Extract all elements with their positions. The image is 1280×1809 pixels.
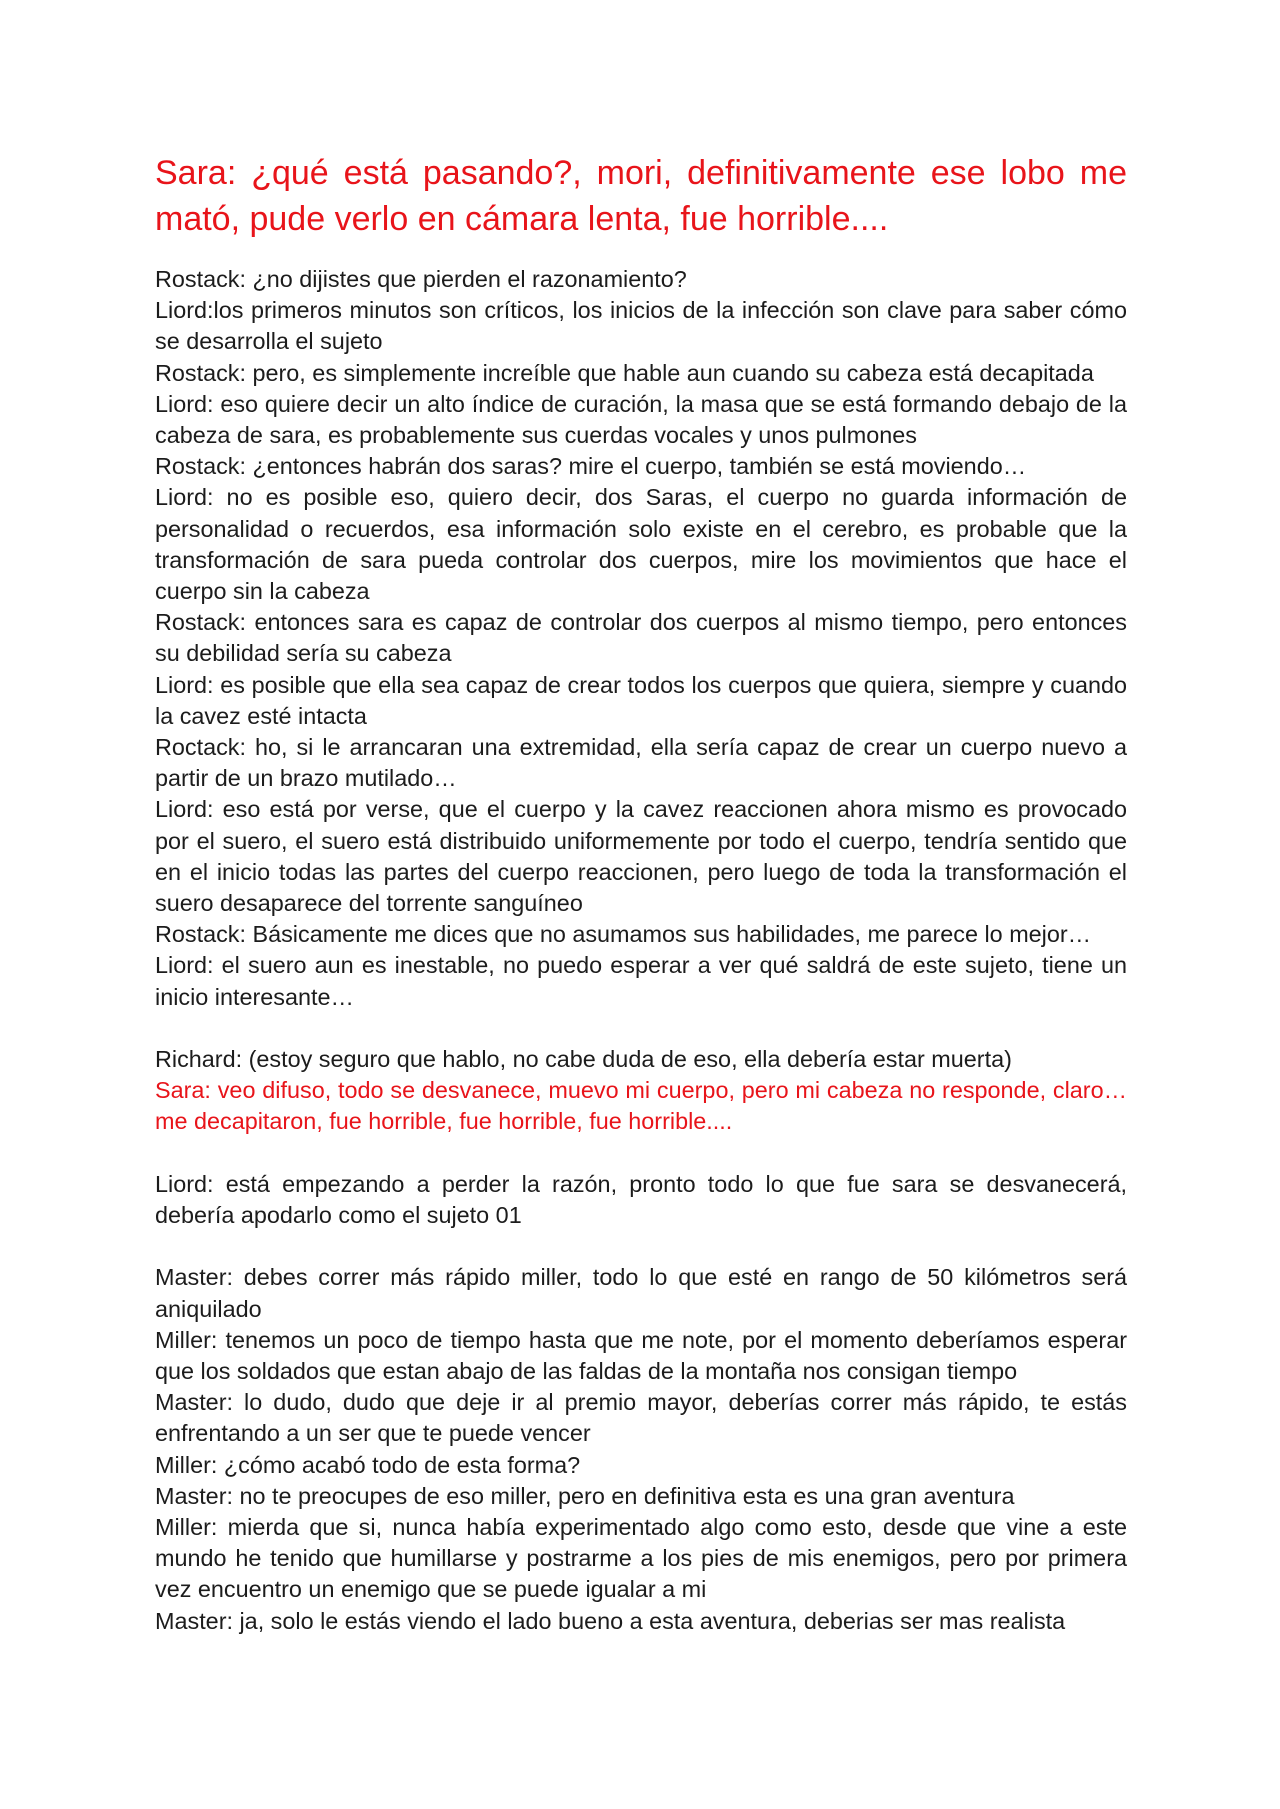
- paragraph-master-1: Master: debes correr más rápido miller, todo lo que esté en rango de 50 kilómetros será aniquilado: [155, 1264, 1127, 1322]
- paragraph-sara-2: Sara: veo difuso, todo se desvanece, muevo mi cuerpo, pero mi cabeza no responde, claro… me decapitaron, fue horrible, fue horrible, fue horrible....: [155, 1077, 1127, 1135]
- paragraph-liord-3: Liord: no es posible eso, quiero decir, dos Saras, el cuerpo no guarda información de personalidad o recuerdos, esa información solo existe en el cerebro, es probable que la transformación de sara pueda controlar dos cuerpos, mire los movimientos que hace el cuerpo sin la cabeza: [155, 484, 1127, 605]
- paragraph-gap: [155, 1013, 1127, 1044]
- document-page: [155, 150, 1127, 1637]
- paragraph-gap: [155, 1138, 1127, 1169]
- paragraph-rostack-3: Rostack: ¿entonces habrán dos saras? mire el cuerpo, también se está moviendo…: [155, 453, 1027, 480]
- paragraph-liord-6: Liord: el suero aun es inestable, no puedo esperar a ver qué saldrá de este sujeto, tiene un inicio interesante…: [155, 952, 1127, 1010]
- paragraph-liord-5: Liord: eso está por verse, que el cuerpo y la cavez reaccionen ahora mismo es provocado por el suero, el suero está distribuido uniformemente por todo el cuerpo, tendría sentido que en el inicio todas las partes del cuerpo reaccionen, pero luego de toda la transformación el suero desaparece del torrente sanguíneo: [155, 796, 1127, 917]
- paragraph-liord-2: Liord: eso quiere decir un alto índice de curación, la masa que se está formando debajo de la cabeza de sara, es probablemente sus cuerdas vocales y unos pulmones: [155, 390, 1127, 449]
- paragraph-master-2: Master: lo dudo, dudo que deje ir al premio mayor, deberías correr más rápido, te estás enfrentando a un ser que te puede vencer: [155, 1389, 1127, 1447]
- paragraph-roctack-5: Roctack: ho, si le arrancaran una extremidad, ella sería capaz de crear un cuerpo nuevo a partir de un brazo mutilado…: [155, 734, 1127, 792]
- paragraph-rostack-1: Rostack: ¿no dijistes que pierden el razonamiento?: [155, 266, 687, 292]
- paragraph-liord-7: Liord: está empezando a perder la razón, pronto todo lo que fue sara se desvanecerá, debería apodarlo como el sujeto 01: [155, 1170, 1127, 1229]
- paragraph-rostack-6: Rostack: Básicamente me dices que no asumamos sus habilidades, me parece lo mejor…: [155, 921, 1092, 948]
- paragraph-master-3: Master: no te preocupes de eso miller, pero en definitiva esta es una gran aventura: [155, 1482, 1015, 1509]
- heading-sara-monologue: Sara: ¿qué está pasando?, mori, definitivamente ese lobo me mató, pude verlo en cámara lenta, fue horrible....: [155, 154, 1127, 238]
- paragraph-miller-3: Miller: mierda que si, nunca había experimentado algo como esto, desde que vine a este mundo he tenido que humillarse y postrarme a los pies de mis enemigos, pero por primera vez encuentro un enemigo que se puede igualar a mi: [155, 1514, 1127, 1603]
- paragraph-richard-1: Richard: (estoy seguro que hablo, no cabe duda de eso, ella debería estar muerta): [155, 1046, 1012, 1073]
- paragraph-liord-1: Liord:los primeros minutos son críticos, los inicios de la infección son clave para saber cómo se desarrolla el sujeto: [155, 297, 1127, 355]
- paragraph-rostack-2: Rostack: pero, es simplemente increíble que hable aun cuando su cabeza está decapitada: [155, 359, 1094, 386]
- paragraph-liord-4: Liord: es posible que ella sea capaz de crear todos los cuerpos que quiera, siempre y cuando la cavez esté intacta: [155, 671, 1127, 729]
- paragraph-miller-2: Miller: ¿cómo acabó todo de esta forma?: [155, 1451, 581, 1478]
- document-body: [155, 264, 1127, 1637]
- paragraph-rostack-4: Rostack: entonces sara es capaz de controlar dos cuerpos al mismo tiempo, pero entonces su debilidad sería su cabeza: [155, 609, 1127, 667]
- paragraph-gap: [155, 1231, 1127, 1262]
- paragraph-miller-1: Miller: tenemos un poco de tiempo hasta que me note, por el momento deberíamos esperar que los soldados que estan abajo de las faldas de la montaña nos consigan tiempo: [155, 1326, 1127, 1385]
- paragraph-master-4: Master: ja, solo le estás viendo el lado bueno a esta aventura, deberias ser mas realista: [155, 1607, 1066, 1634]
